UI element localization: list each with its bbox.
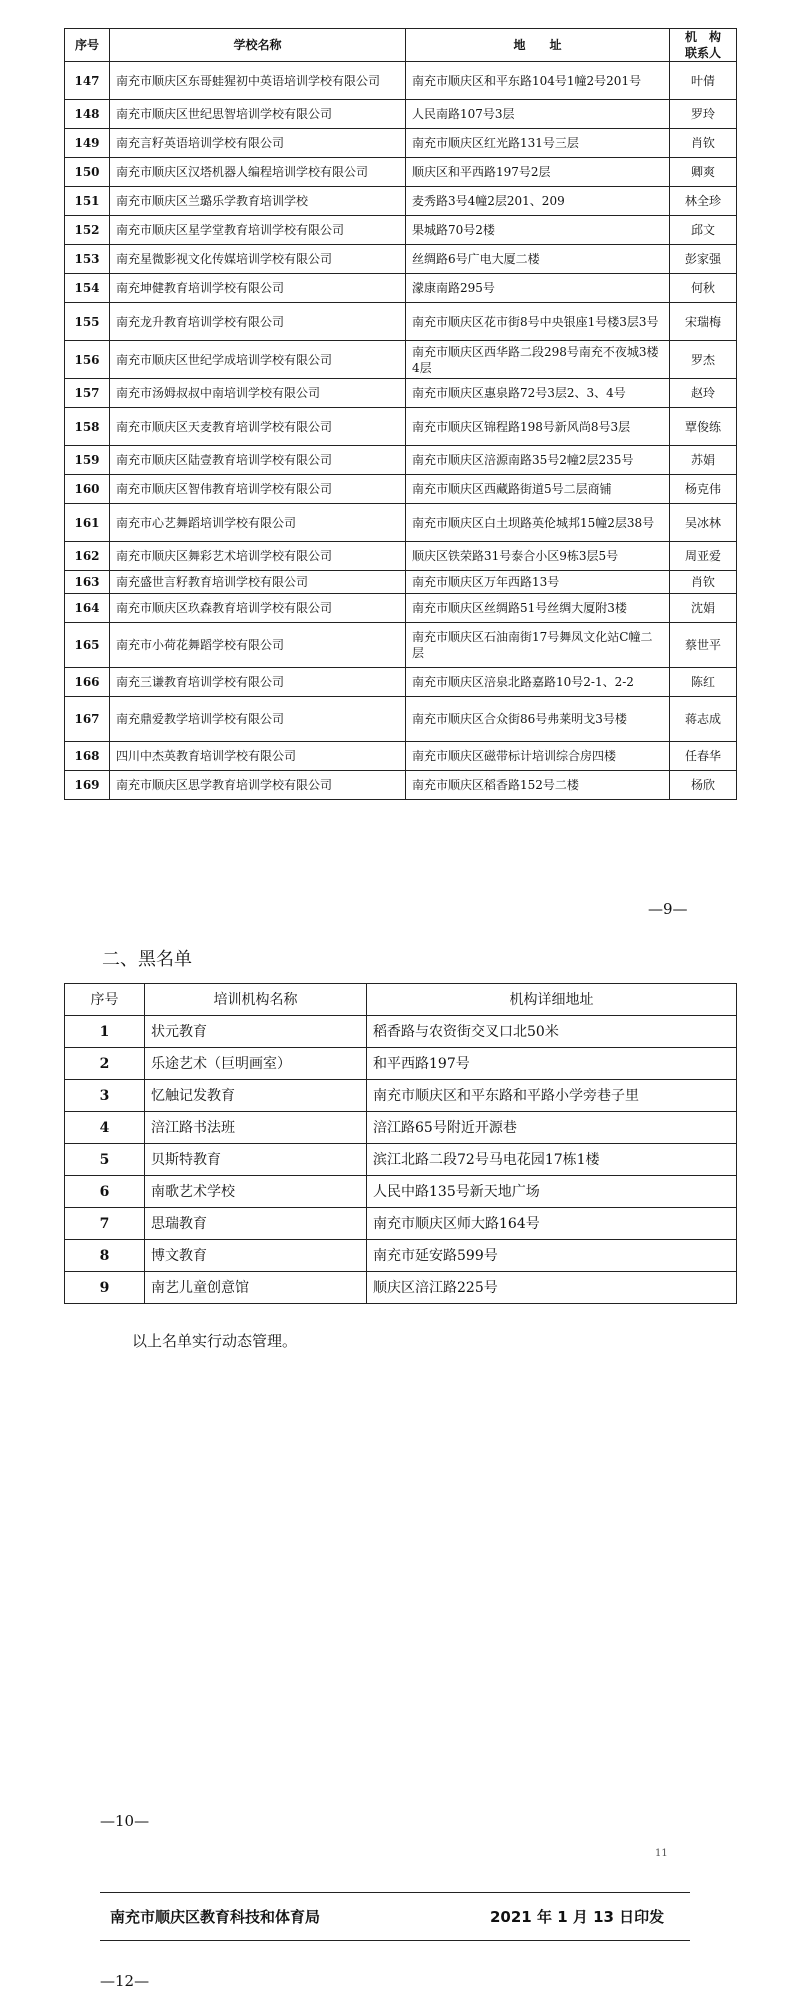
table-row (65, 623, 737, 668)
issuer: 南充市顺庆区教育科技和体育局 (110, 1908, 321, 1926)
cell-index: 161 (65, 504, 110, 542)
table-row (65, 1080, 737, 1112)
cell-address: 南充市顺庆区合众街86号弗莱明戈3号楼 (406, 697, 670, 742)
cell-address: 人民南路107号3层 (406, 100, 670, 129)
header-org-address: 机构详细地址 (367, 984, 737, 1016)
page-number: —9— (648, 900, 688, 918)
table-row (65, 1208, 737, 1240)
cell-address: 南充市顺庆区红光路131号三层 (406, 129, 670, 158)
table-row (65, 475, 737, 504)
cell-contact: 肖钦 (670, 571, 737, 594)
cell-address: 南充市顺庆区白土坝路英伦城邦15幢2层38号 (406, 504, 670, 542)
cell-index: 6 (65, 1176, 145, 1208)
cell-org-name: 乐途艺术（巨明画室） (145, 1048, 367, 1080)
cell-school-name: 南充市顺庆区世纪学成培训学校有限公司 (110, 341, 406, 379)
cell-contact: 罗玲 (670, 100, 737, 129)
cell-index: 155 (65, 303, 110, 341)
cell-school-name: 南充市顺庆区思学教育培训学校有限公司 (110, 771, 406, 800)
cell-address: 顺庆区和平西路197号2层 (406, 158, 670, 187)
cell-address: 南充市顺庆区花市街8号中央银座1号楼3层3号 (406, 303, 670, 341)
cell-index: 169 (65, 771, 110, 800)
cell-index: 168 (65, 742, 110, 771)
cell-address: 麦秀路3号4幢2层201、209 (406, 187, 670, 216)
issue-date: 2021 年 1 月 13 日印发 (490, 1908, 665, 1926)
cell-index: 156 (65, 341, 110, 379)
table-row (65, 542, 737, 571)
cell-address: 南充市顺庆区西藏路街道5号二层商铺 (406, 475, 670, 504)
cell-contact: 任春华 (670, 742, 737, 771)
cell-index: 153 (65, 245, 110, 274)
cell-index: 164 (65, 594, 110, 623)
section-title: 二、黑名单 (102, 949, 192, 970)
cell-index: 9 (65, 1272, 145, 1304)
cell-contact: 邱文 (670, 216, 737, 245)
page-number: —10— (100, 1812, 150, 1830)
cell-address: 南充市顺庆区和平东路104号1幢2号201号 (406, 62, 670, 100)
header-org-name: 培训机构名称 (145, 984, 367, 1016)
cell-index: 157 (65, 379, 110, 408)
cell-contact: 罗杰 (670, 341, 737, 379)
cell-address: 南充市顺庆区石油南街17号舞凤文化站C幢二层 (406, 623, 670, 668)
cell-org-name: 南歌艺术学校 (145, 1176, 367, 1208)
table-row (65, 187, 737, 216)
table-row (65, 1176, 737, 1208)
cell-org-name: 状元教育 (145, 1016, 367, 1048)
cell-contact: 陈红 (670, 668, 737, 697)
cell-index: 160 (65, 475, 110, 504)
table-row (65, 504, 737, 542)
cell-school-name: 南充盛世言籽教育培训学校有限公司 (110, 571, 406, 594)
cell-org-name: 涪江路书法班 (145, 1112, 367, 1144)
cell-address: 濛康南路295号 (406, 274, 670, 303)
cell-org-address: 涪江路65号附近开源巷 (367, 1112, 737, 1144)
cell-org-name: 忆触记发教育 (145, 1080, 367, 1112)
cell-contact: 何秋 (670, 274, 737, 303)
table-row (65, 303, 737, 341)
cell-contact: 蔡世平 (670, 623, 737, 668)
table-row (65, 274, 737, 303)
cell-contact: 卿爽 (670, 158, 737, 187)
table-row (65, 62, 737, 100)
header-address: 地 址 (406, 29, 670, 62)
table-row (65, 771, 737, 800)
table-row (65, 697, 737, 742)
cell-index: 2 (65, 1048, 145, 1080)
cell-school-name: 南充市顺庆区舞彩艺术培训学校有限公司 (110, 542, 406, 571)
cell-org-address: 稻香路与农资街交叉口北50米 (367, 1016, 737, 1048)
table-row (65, 1240, 737, 1272)
cell-school-name: 南充星微影视文化传媒培训学校有限公司 (110, 245, 406, 274)
cell-org-name: 南艺儿童创意馆 (145, 1272, 367, 1304)
cell-index: 154 (65, 274, 110, 303)
table-header-row (65, 29, 737, 62)
cell-contact: 杨克伟 (670, 475, 737, 504)
cell-contact: 蒋志成 (670, 697, 737, 742)
cell-org-address: 和平西路197号 (367, 1048, 737, 1080)
cell-school-name: 南充市小荷花舞蹈学校有限公司 (110, 623, 406, 668)
cell-index: 148 (65, 100, 110, 129)
cell-school-name: 南充市汤姆叔叔中南培训学校有限公司 (110, 379, 406, 408)
school-list-table (64, 28, 737, 800)
cell-index: 163 (65, 571, 110, 594)
cell-school-name: 南充鼎爱教学培训学校有限公司 (110, 697, 406, 742)
table-row (65, 1272, 737, 1304)
cell-contact: 彭家强 (670, 245, 737, 274)
cell-address: 南充市顺庆区稻香路152号二楼 (406, 771, 670, 800)
cell-index: 149 (65, 129, 110, 158)
cell-contact: 沈娟 (670, 594, 737, 623)
cell-org-name: 贝斯特教育 (145, 1144, 367, 1176)
table-header-row (65, 984, 737, 1016)
cell-index: 147 (65, 62, 110, 100)
table-row (65, 594, 737, 623)
cell-index: 162 (65, 542, 110, 571)
table-row (65, 742, 737, 771)
cell-school-name: 南充坤健教育培训学校有限公司 (110, 274, 406, 303)
cell-school-name: 南充市顺庆区陆壹教育培训学校有限公司 (110, 446, 406, 475)
cell-school-name: 南充市顺庆区玖森教育培训学校有限公司 (110, 594, 406, 623)
table-row (65, 1112, 737, 1144)
table-row (65, 100, 737, 129)
cell-contact: 赵玲 (670, 379, 737, 408)
cell-school-name: 南充市顺庆区汉塔机器人编程培训学校有限公司 (110, 158, 406, 187)
cell-index: 167 (65, 697, 110, 742)
cell-index: 3 (65, 1080, 145, 1112)
cell-contact: 叶倩 (670, 62, 737, 100)
cell-school-name: 南充市心艺舞蹈培训学校有限公司 (110, 504, 406, 542)
cell-school-name: 南充龙升教育培训学校有限公司 (110, 303, 406, 341)
cell-index: 165 (65, 623, 110, 668)
cell-index: 150 (65, 158, 110, 187)
table-row (65, 446, 737, 475)
cell-school-name: 南充言籽英语培训学校有限公司 (110, 129, 406, 158)
cell-org-address: 南充市延安路599号 (367, 1240, 737, 1272)
page-number: —12— (100, 1972, 150, 1990)
cell-address: 果城路70号2楼 (406, 216, 670, 245)
cell-contact: 覃俊练 (670, 408, 737, 446)
cell-org-name: 思瑞教育 (145, 1208, 367, 1240)
cell-school-name: 南充三谦教育培训学校有限公司 (110, 668, 406, 697)
cell-org-address: 顺庆区涪江路225号 (367, 1272, 737, 1304)
header-school-name: 学校名称 (110, 29, 406, 62)
cell-index: 4 (65, 1112, 145, 1144)
cell-contact: 林全珍 (670, 187, 737, 216)
cell-school-name: 南充市顺庆区智伟教育培训学校有限公司 (110, 475, 406, 504)
cell-index: 152 (65, 216, 110, 245)
footer-bottom-rule (100, 1940, 690, 1941)
cell-school-name: 南充市顺庆区天麦教育培训学校有限公司 (110, 408, 406, 446)
cell-contact: 肖钦 (670, 129, 737, 158)
cell-index: 159 (65, 446, 110, 475)
table-row (65, 408, 737, 446)
cell-org-address: 南充市顺庆区和平东路和平路小学旁巷子里 (367, 1080, 737, 1112)
stray-mark: 11 (655, 1848, 668, 1859)
header-index: 序号 (65, 29, 110, 62)
cell-index: 5 (65, 1144, 145, 1176)
cell-address: 南充市顺庆区磁带标计培训综合房四楼 (406, 742, 670, 771)
cell-index: 1 (65, 1016, 145, 1048)
cell-address: 南充市顺庆区万年西路13号 (406, 571, 670, 594)
cell-address: 南充市顺庆区西华路二段298号南充不夜城3楼4层 (406, 341, 670, 379)
table-row (65, 571, 737, 594)
cell-index: 8 (65, 1240, 145, 1272)
cell-index: 151 (65, 187, 110, 216)
cell-org-name: 博文教育 (145, 1240, 367, 1272)
cell-address: 南充市顺庆区惠泉路72号3层2、3、4号 (406, 379, 670, 408)
blacklist-table (64, 983, 737, 1304)
cell-address: 南充市顺庆区锦程路198号新风尚8号3层 (406, 408, 670, 446)
cell-contact: 吴冰林 (670, 504, 737, 542)
cell-org-address: 滨江北路二段72号马电花园17栋1楼 (367, 1144, 737, 1176)
note-text: 以上名单实行动态管理。 (132, 1332, 298, 1350)
cell-address: 顺庆区铁荣路31号泰合小区9栋3层5号 (406, 542, 670, 571)
cell-contact: 苏娟 (670, 446, 737, 475)
header-contact: 机 构 联系人 (670, 29, 737, 62)
cell-address: 南充市顺庆区涪泉北路嘉路10号2-1、2-2 (406, 668, 670, 697)
cell-index: 166 (65, 668, 110, 697)
table-row (65, 668, 737, 697)
table-row (65, 1048, 737, 1080)
cell-school-name: 南充市顺庆区东哥蛙猩初中英语培训学校有限公司 (110, 62, 406, 100)
cell-contact: 周亚爱 (670, 542, 737, 571)
cell-school-name: 南充市顺庆区兰璐乐学教育培训学校 (110, 187, 406, 216)
table-row (65, 1016, 737, 1048)
table-row (65, 1144, 737, 1176)
cell-address: 丝绸路6号广电大厦二楼 (406, 245, 670, 274)
footer-top-rule (100, 1892, 690, 1893)
cell-school-name: 四川中杰英教育培训学校有限公司 (110, 742, 406, 771)
cell-index: 7 (65, 1208, 145, 1240)
table-row (65, 379, 737, 408)
table-row (65, 158, 737, 187)
cell-address: 南充市顺庆区丝绸路51号丝绸大厦附3楼 (406, 594, 670, 623)
table-row (65, 245, 737, 274)
cell-school-name: 南充市顺庆区星学堂教育培训学校有限公司 (110, 216, 406, 245)
cell-org-address: 人民中路135号新天地广场 (367, 1176, 737, 1208)
table-row (65, 216, 737, 245)
cell-address: 南充市顺庆区涪源南路35号2幢2层235号 (406, 446, 670, 475)
cell-org-address: 南充市顺庆区师大路164号 (367, 1208, 737, 1240)
cell-index: 158 (65, 408, 110, 446)
cell-contact: 杨欣 (670, 771, 737, 800)
header-index: 序号 (65, 984, 145, 1016)
table-row (65, 341, 737, 379)
cell-contact: 宋瑞梅 (670, 303, 737, 341)
cell-school-name: 南充市顺庆区世纪思智培训学校有限公司 (110, 100, 406, 129)
table-row (65, 129, 737, 158)
